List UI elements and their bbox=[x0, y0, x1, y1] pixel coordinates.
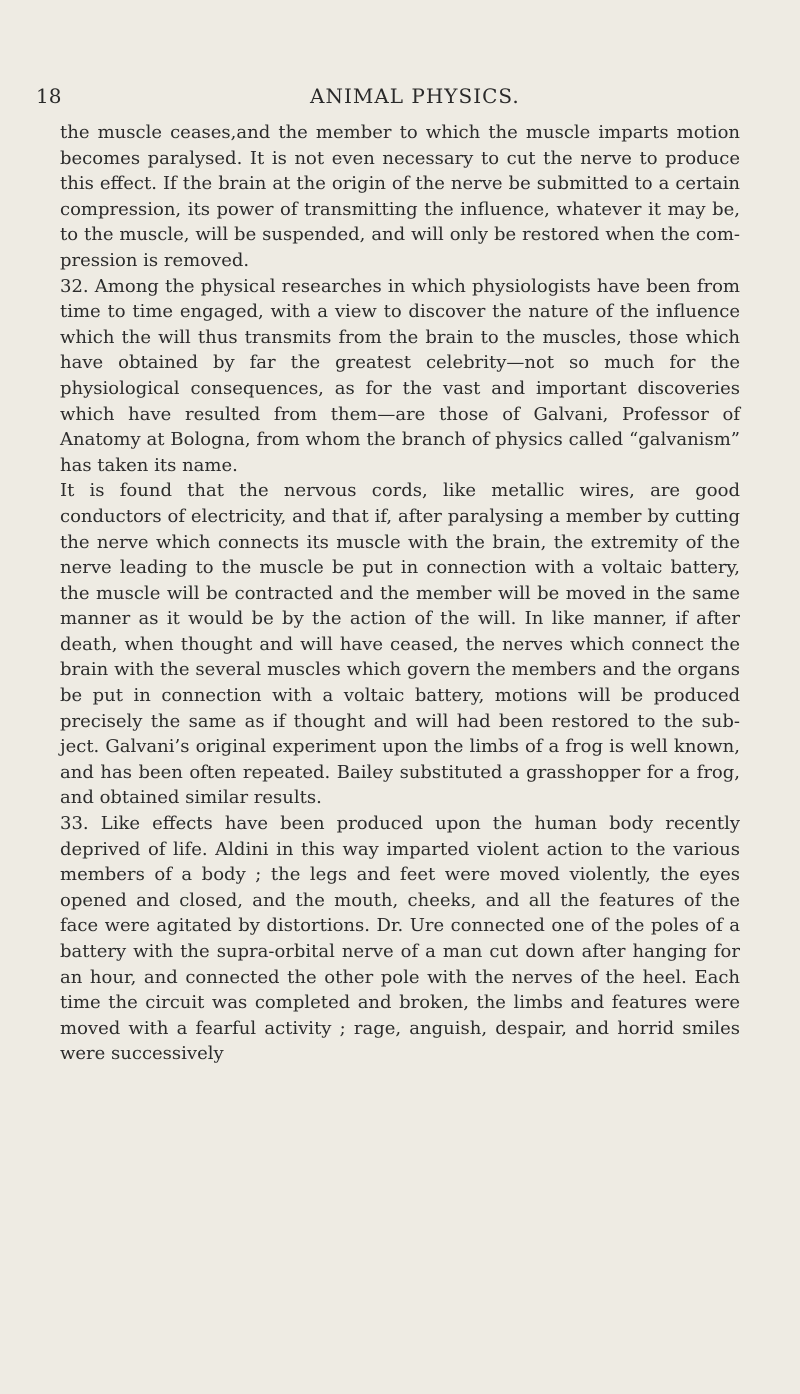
paragraph-continuation: the muscle ceases,and the member to which the muscle imparts motion becomes paralysed. It is not even necessary to cut the nerve to produce this effect. If the brain at the origin of the nerve be submitted to a certain compression, its power of transmitting the influence, whatever it may be, to the muscle, will be suspended, and will only be restored when the com- pression is removed. bbox=[60, 122, 740, 271]
running-title: ANIMAL PHYSICS. bbox=[310, 84, 520, 108]
paragraph-nervous-cords: It is found that the nervous cords, like metallic wires, are good conductors of electricity, and that if, after paralysing a member by cutting the nerve which connects its muscle with the brain, the extremity of the nerve leading to the muscle be put in connection with a voltaic battery, the muscle will be contracted and the member will be moved in the same manner as it would be by the action of the will. In like manner, if after death, when thought and will have ceased, the nerves which connect the brain with the several muscles which govern the members and the organs be put in connection with a voltaic battery, motions will be produced precisely the same as if thought and will had been restored to the sub- ject. Galvani’s original experiment upon the limbs of a frog is well known, and has been often repeated. Bailey substituted a grasshopper for a frog, and obtained similar results. bbox=[60, 480, 740, 809]
body-text bbox=[60, 120, 740, 1067]
paragraph-32: 32. Among the physical researches in which physiologists have been from time to time engaged, with a view to discover the nature of the influence which the will thus transmits from the brain to the muscles, those which have obtained by far the greatest celebrity—not so much for the physiological consequences, as for the vast and important discoveries which have resulted from them—are those of Galvani, Professor of Anatomy at Bologna, from whom the branch of physics called “galvanism” has taken its name. bbox=[60, 275, 740, 476]
paragraph-33: 33. Like effects have been produced upon the human body recently deprived of life. Aldini in this way imparted violent action to the various members of a body ; the legs and feet were moved violently, the eyes opened and closed, and the mouth, cheeks, and all the features of the face were agitated by distortions. Dr. Ure connected one of the poles of a battery with the supra-orbital nerve of a man cut down after hanging for an hour, and connected the other pole with the nerves of the heel. Each time the circuit was completed and broken, the limbs and features were moved with a fearful activity ; rage, anguish, despair, and horrid smiles were successively bbox=[60, 813, 740, 1065]
page-number: 18 bbox=[36, 84, 62, 108]
